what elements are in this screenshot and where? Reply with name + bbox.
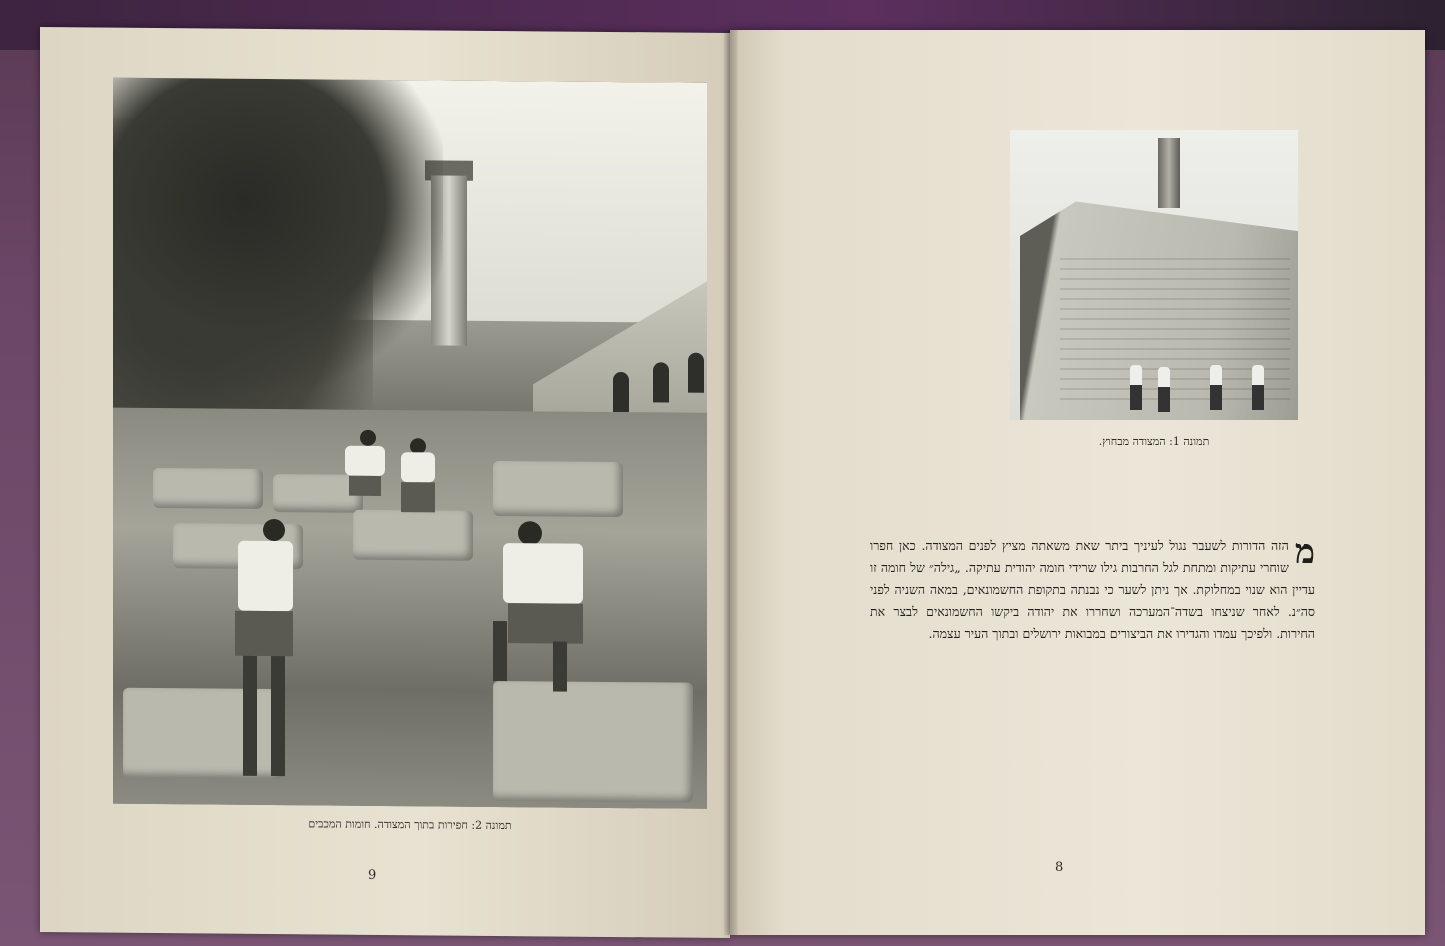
- wall-arch: [688, 353, 704, 393]
- stone-block: [153, 468, 263, 509]
- stone-block: [493, 461, 623, 517]
- tree-canopy: [113, 78, 443, 391]
- excavation-photo: [113, 78, 707, 809]
- walking-person: [1130, 365, 1142, 410]
- stone-block: [123, 688, 283, 779]
- walking-figures: [1130, 365, 1280, 415]
- open-booklet: [40, 30, 1425, 935]
- photo-caption: תמונה 1: המצודה מבחוץ.: [1098, 435, 1210, 448]
- wall-arch: [653, 362, 669, 402]
- wall-arch: [613, 372, 629, 412]
- stone-block: [493, 681, 693, 803]
- stone-block: [353, 510, 473, 561]
- citadel-exterior-photo: [1010, 130, 1298, 420]
- right-page: [730, 30, 1425, 935]
- walking-person: [1158, 367, 1170, 412]
- page-number: 8: [1055, 860, 1064, 875]
- page-number: 9: [368, 867, 377, 883]
- walking-person: [1252, 365, 1264, 410]
- left-page: [40, 27, 730, 938]
- paragraph-text: הזה הדורות לשעבר נגול לעיניך ביתר שאת משאתה מציץ לפנים המצודה. כאן חפרו שוחרי עתיקות ומתחת לגל החרבות גילו שרידי חומה יהודית עתיקה. „גילה״ של חומה זו עדיין הוא שנוי במחלוקת. אך ניתן לשער כי נבנתה בתקופת החשמונאים, במאה השניה לפני סה״נ. לאחר שניצחו בשדה־המערכה ושחררו את יהודה ביקשו החשמונאים לבצר את החירות. ולפיכך עמדו והגדירו את הביצורים במבואות ירושלים ובתוך העיר עצמה.: [870, 538, 1315, 641]
- booklet-spine: [724, 30, 738, 935]
- drop-cap: מ: [1294, 532, 1315, 572]
- photo-caption: תמונה 2: חפירות בתוך המצודה. חומות המכבים: [308, 817, 512, 833]
- article-paragraph: [870, 532, 1315, 645]
- walking-person: [1210, 365, 1222, 410]
- citadel-tower: [1158, 138, 1180, 208]
